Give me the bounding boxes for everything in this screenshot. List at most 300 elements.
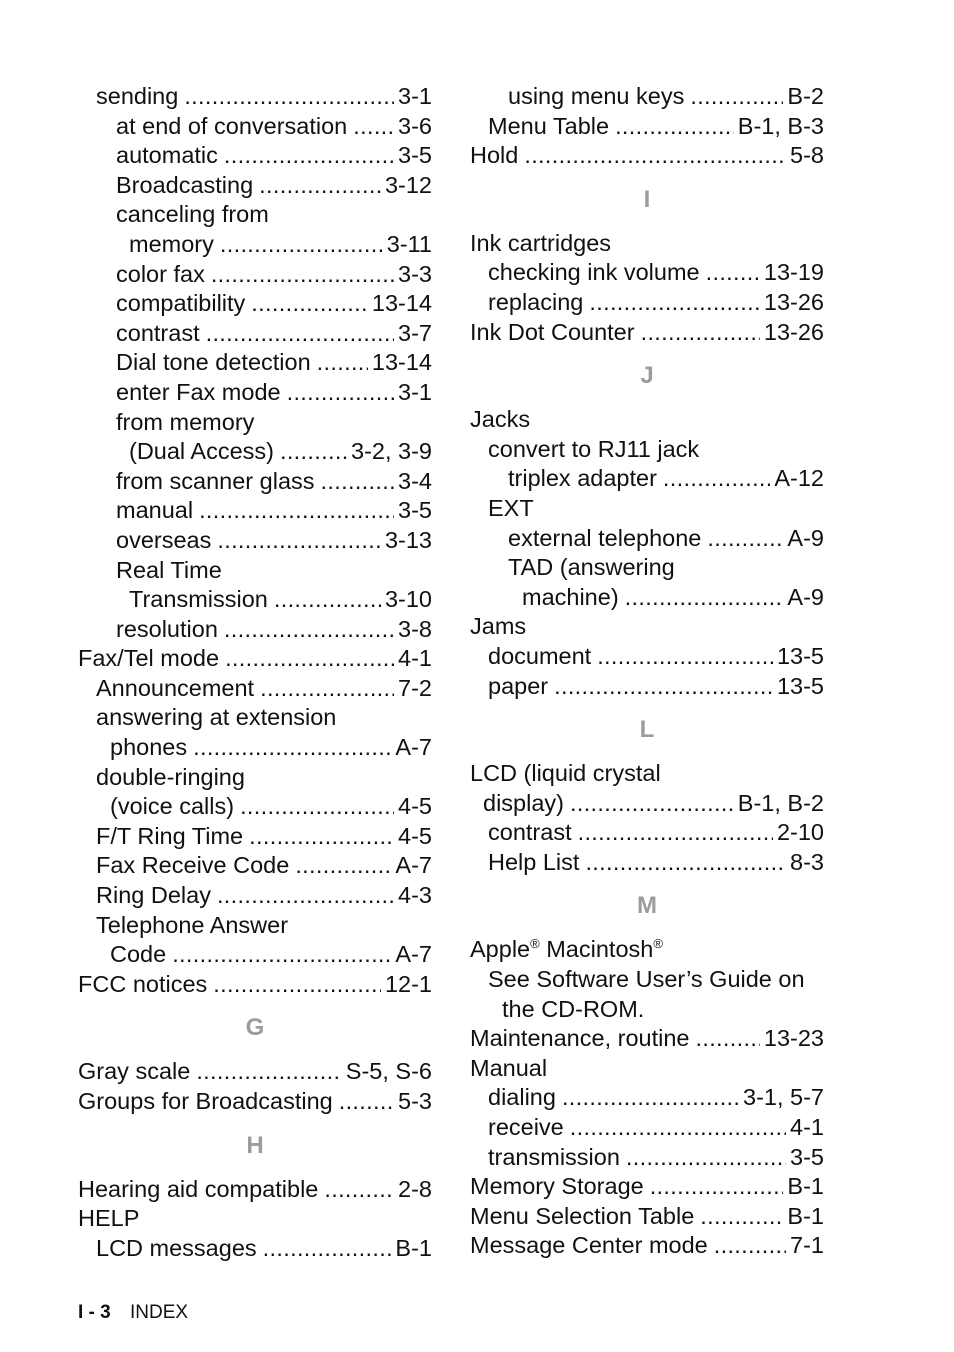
dot-leader xyxy=(589,288,760,318)
entry-term xyxy=(129,585,274,615)
entry-page-ref: B-1, B-2 xyxy=(737,789,824,816)
entry-term xyxy=(508,553,681,583)
dot-leader xyxy=(324,1175,394,1205)
entry-term xyxy=(116,171,259,201)
entry-term xyxy=(116,615,224,645)
entry-term xyxy=(116,556,228,586)
entry-term-text: Message Center mode xyxy=(470,1232,708,1259)
index-entry xyxy=(78,112,432,142)
entry-term xyxy=(116,526,217,556)
entry-term-text: Apple xyxy=(470,936,531,963)
index-entry xyxy=(78,171,432,201)
entry-page-ref: 12-1 xyxy=(384,970,432,997)
index-entry xyxy=(78,1087,432,1117)
dot-leader xyxy=(240,792,394,822)
index-entry xyxy=(78,763,432,793)
index-entry xyxy=(470,1024,824,1054)
index-entry xyxy=(470,818,824,848)
registered-mark: ® xyxy=(530,936,540,952)
entry-term-text: See Software User’s Guide on xyxy=(488,966,805,993)
dot-leader xyxy=(706,258,760,288)
entry-page-ref: 13-19 xyxy=(763,259,824,286)
entry-term xyxy=(96,822,249,852)
index-entry xyxy=(78,141,432,171)
dot-leader xyxy=(259,171,381,201)
index-entry xyxy=(470,672,824,702)
index-entry xyxy=(78,1175,432,1205)
entry-term-text: (Dual Access) xyxy=(129,438,274,465)
entry-page-ref: 3-6 xyxy=(398,112,432,139)
index-entry xyxy=(78,851,432,881)
entry-term xyxy=(488,818,578,848)
entry-term xyxy=(470,612,532,642)
entry-term xyxy=(508,82,690,112)
entry-term xyxy=(502,995,650,1025)
dot-leader xyxy=(625,583,784,613)
index-entry xyxy=(78,644,432,674)
registered-mark: ® xyxy=(653,936,663,952)
entry-term-text-2: Macintosh xyxy=(539,936,654,963)
entry-term-text: Fax Receive Code xyxy=(96,852,290,879)
entry-term xyxy=(78,1175,324,1205)
entry-term xyxy=(96,881,217,911)
entry-term xyxy=(96,82,184,112)
entry-term xyxy=(470,141,524,171)
dot-leader xyxy=(663,464,770,494)
entry-page-ref: 8-3 xyxy=(790,848,824,875)
entry-term-text: Broadcasting xyxy=(116,171,254,198)
index-entry xyxy=(78,289,432,319)
index-entry xyxy=(78,615,432,645)
dot-leader xyxy=(585,848,786,878)
entry-page-ref: 13-5 xyxy=(776,672,824,699)
entry-term xyxy=(488,258,706,288)
index-entry xyxy=(470,1113,824,1143)
entry-term xyxy=(483,789,570,819)
entry-term-text: Announcement xyxy=(96,674,255,701)
entry-term xyxy=(488,1143,626,1173)
right-index-column xyxy=(470,82,824,1261)
section-letter-i: I xyxy=(643,185,651,213)
entry-term xyxy=(129,437,280,467)
index-entry xyxy=(470,1172,824,1202)
entry-page-ref: 3-3 xyxy=(398,260,432,287)
entry-term xyxy=(488,288,589,318)
index-entry xyxy=(78,437,432,467)
section-letter-l: L xyxy=(639,716,655,744)
dot-leader xyxy=(615,112,734,142)
dot-leader xyxy=(193,733,391,763)
entry-term-text: phones xyxy=(110,734,188,761)
index-entry xyxy=(470,935,824,965)
entry-page-ref: 4-5 xyxy=(398,822,432,849)
entry-term xyxy=(488,965,811,995)
entry-term-text: Gray scale xyxy=(78,1058,191,1085)
entry-term xyxy=(508,524,707,554)
entry-term-text: Manual xyxy=(470,1054,548,1081)
entry-term xyxy=(116,260,211,290)
index-entry xyxy=(78,408,432,438)
entry-term xyxy=(96,763,251,793)
entry-term-text: (voice calls) xyxy=(110,793,235,820)
dot-leader xyxy=(650,1172,784,1202)
dot-leader xyxy=(597,642,773,672)
entry-term xyxy=(470,1231,714,1261)
entry-term xyxy=(116,408,260,438)
entry-term-text: Groups for Broadcasting xyxy=(78,1088,333,1114)
entry-page-ref: 3-1 xyxy=(398,378,432,405)
entry-term xyxy=(116,319,206,349)
dot-leader xyxy=(217,526,381,556)
index-entry xyxy=(470,1054,824,1084)
index-entry xyxy=(470,464,824,494)
entry-term-text: replacing xyxy=(488,288,584,315)
entry-term-text: using menu keys xyxy=(508,83,685,109)
entry-term xyxy=(470,229,617,259)
entry-term xyxy=(116,112,353,142)
entry-term-text: Ring Delay xyxy=(96,882,211,909)
section-letter-m: M xyxy=(637,892,657,920)
dot-leader xyxy=(220,230,383,260)
entry-term xyxy=(470,1172,650,1202)
entry-term-text: machine) xyxy=(522,583,619,610)
dot-leader xyxy=(353,112,394,142)
entry-term xyxy=(488,435,705,465)
entry-page-ref: 5-3 xyxy=(398,1088,432,1114)
entry-term-text: Menu Table xyxy=(488,112,610,139)
dot-leader xyxy=(217,881,394,911)
entry-page-ref: 4-1 xyxy=(398,645,432,672)
entry-term-text: Fax/Tel mode xyxy=(78,645,220,672)
entry-term-text: Menu Selection Table xyxy=(470,1202,695,1229)
entry-term-text: Telephone Answer xyxy=(96,911,289,938)
entry-term-text: answering at extension xyxy=(96,704,337,731)
entry-term-text: paper xyxy=(488,672,549,699)
entry-term xyxy=(488,112,615,142)
dot-leader xyxy=(339,1087,394,1117)
entry-term-text: EXT xyxy=(488,494,534,521)
entry-page-ref: 5-8 xyxy=(790,142,824,169)
index-entry xyxy=(78,970,432,1000)
entry-page-ref: 13-14 xyxy=(371,290,432,317)
index-entry xyxy=(470,288,824,318)
entry-term xyxy=(116,141,224,171)
dot-leader xyxy=(260,674,394,704)
dot-leader xyxy=(225,644,394,674)
entry-page-ref: 2-10 xyxy=(776,819,824,846)
entry-term-text: external telephone xyxy=(508,524,702,551)
entry-term-text: overseas xyxy=(116,526,212,553)
entry-page-ref: 7-1 xyxy=(790,1232,824,1259)
index-entry xyxy=(470,848,824,878)
entry-term xyxy=(470,1054,553,1084)
entry-term-text: from scanner glass xyxy=(116,467,315,494)
entry-term-text: sending xyxy=(96,83,179,109)
index-entry xyxy=(78,703,432,733)
entry-term xyxy=(96,674,260,704)
entry-term-text: HELP xyxy=(78,1205,140,1232)
dot-leader xyxy=(280,437,347,467)
entry-term xyxy=(116,496,199,526)
entry-page-ref: 13-26 xyxy=(763,318,824,345)
entry-term xyxy=(508,464,663,494)
index-entry xyxy=(78,911,432,941)
index-entry xyxy=(78,526,432,556)
dot-leader xyxy=(287,378,394,408)
entry-term xyxy=(110,733,193,763)
entry-term xyxy=(78,970,213,1000)
dot-leader xyxy=(295,851,391,881)
entry-term xyxy=(488,672,554,702)
entry-term xyxy=(96,703,342,733)
index-entry xyxy=(78,82,432,112)
entry-page-ref: 3-12 xyxy=(384,171,432,198)
entry-term xyxy=(78,1057,196,1087)
index-entry xyxy=(470,1083,824,1113)
index-entry xyxy=(78,200,432,230)
index-entry xyxy=(470,318,824,348)
entry-term-text: Real Time xyxy=(116,556,222,583)
dot-leader xyxy=(249,822,394,852)
section-letter-j: J xyxy=(640,362,654,390)
index-entry xyxy=(78,940,432,970)
index-entry xyxy=(470,112,824,142)
entry-page-ref: 13-5 xyxy=(776,642,824,669)
left-index-column xyxy=(78,82,432,1263)
dot-leader xyxy=(184,82,394,112)
entry-term xyxy=(116,289,251,319)
entry-term-text: canceling from xyxy=(116,201,269,228)
index-entry xyxy=(470,612,824,642)
entry-term-text: triplex adapter xyxy=(508,465,657,492)
entry-page-ref: 3-5 xyxy=(398,142,432,169)
entry-page-ref: B-2 xyxy=(787,83,824,109)
entry-term-text: from memory xyxy=(116,408,255,435)
section-letter-g: G xyxy=(245,1014,265,1042)
entry-term-text: Hearing aid compatible xyxy=(78,1175,319,1202)
dot-leader xyxy=(251,289,368,319)
entry-page-ref: 13-14 xyxy=(371,349,432,376)
entry-term-text: transmission xyxy=(488,1143,620,1170)
dot-leader xyxy=(263,1234,392,1264)
dot-leader xyxy=(321,467,395,497)
entry-term-text: memory xyxy=(129,230,214,257)
index-entry xyxy=(78,1057,432,1087)
entry-term xyxy=(96,911,294,941)
entry-term xyxy=(488,1083,562,1113)
entry-term xyxy=(488,494,540,524)
entry-term xyxy=(110,792,240,822)
entry-term-text: Jacks xyxy=(470,406,531,433)
entry-page-ref: 3-7 xyxy=(398,319,432,346)
footer-page-number: I - 3 xyxy=(78,1302,111,1323)
entry-page-ref: A-7 xyxy=(395,852,432,879)
dot-leader xyxy=(199,496,394,526)
index-entry xyxy=(470,229,824,259)
index-entry xyxy=(470,435,824,465)
dot-leader xyxy=(213,970,381,1000)
entry-term-text: the CD-ROM. xyxy=(502,995,645,1022)
index-entry xyxy=(78,556,432,586)
index-entry xyxy=(78,1204,432,1234)
entry-page-ref: B-1, B-3 xyxy=(737,112,824,139)
index-entry xyxy=(78,348,432,378)
index-entry xyxy=(470,965,824,995)
index-entry xyxy=(78,467,432,497)
dot-leader xyxy=(172,940,391,970)
entry-page-ref: S-5, S-6 xyxy=(345,1058,432,1085)
entry-term-text: document xyxy=(488,642,592,669)
entry-page-ref: B-1 xyxy=(787,1202,824,1229)
entry-term-text: double-ringing xyxy=(96,763,245,790)
entry-term-text: Transmission xyxy=(129,586,268,613)
index-entry xyxy=(78,496,432,526)
dot-leader xyxy=(641,318,760,348)
entry-term xyxy=(96,851,295,881)
entry-page-ref: A-9 xyxy=(787,583,824,610)
entry-page-ref: 3-5 xyxy=(790,1143,824,1170)
entry-term xyxy=(470,1024,695,1054)
dot-leader xyxy=(524,141,786,171)
entry-term-text: display) xyxy=(483,789,564,816)
entry-term xyxy=(78,644,225,674)
entry-term-text: Ink Dot Counter xyxy=(470,318,635,345)
index-entry xyxy=(78,1234,432,1264)
entry-term-text: Dial tone detection xyxy=(116,349,311,376)
entry-page-ref: 13-26 xyxy=(763,288,824,315)
entry-term-text: color fax xyxy=(116,260,205,287)
dot-leader xyxy=(224,615,394,645)
index-entry xyxy=(78,822,432,852)
index-entry xyxy=(78,733,432,763)
footer-label: INDEX xyxy=(130,1302,189,1323)
entry-term-text: TAD (answering xyxy=(508,554,675,581)
entry-term xyxy=(522,583,625,613)
entry-page-ref: 3-13 xyxy=(384,526,432,553)
dot-leader xyxy=(578,818,773,848)
entry-term-text: automatic xyxy=(116,142,218,169)
dot-leader xyxy=(206,319,394,349)
dot-leader xyxy=(211,260,394,290)
entry-term xyxy=(470,935,669,965)
index-entry xyxy=(470,405,824,435)
entry-term xyxy=(470,318,641,348)
dot-leader xyxy=(700,1202,783,1232)
entry-term-text: contrast xyxy=(488,819,572,846)
index-entry xyxy=(78,674,432,704)
index-entry xyxy=(470,553,824,583)
entry-term-text: Help List xyxy=(488,848,580,875)
index-entry xyxy=(470,141,824,171)
entry-page-ref: 13-23 xyxy=(763,1025,824,1052)
entry-page-ref: 3-1 xyxy=(398,83,432,109)
entry-term xyxy=(488,1113,570,1143)
entry-term xyxy=(116,200,275,230)
entry-page-ref: 7-2 xyxy=(398,674,432,701)
index-entry xyxy=(470,1202,824,1232)
entry-term-text: Ink cartridges xyxy=(470,229,612,256)
entry-term-text: resolution xyxy=(116,615,218,642)
index-entry xyxy=(470,583,824,613)
entry-term-text: at end of conversation xyxy=(116,112,348,139)
entry-page-ref: B-1 xyxy=(787,1173,824,1200)
entry-term-text: receive xyxy=(488,1114,564,1141)
entry-term-text: Memory Storage xyxy=(470,1173,644,1200)
dot-leader xyxy=(196,1057,341,1087)
entry-term xyxy=(116,467,321,497)
dot-leader xyxy=(554,672,773,702)
entry-term-text: Hold xyxy=(470,142,519,169)
index-entry xyxy=(78,881,432,911)
dot-leader xyxy=(274,585,381,615)
entry-page-ref: 4-5 xyxy=(398,793,432,820)
entry-term xyxy=(78,1087,339,1117)
entry-term xyxy=(488,848,585,878)
index-entry xyxy=(470,759,824,789)
entry-page-ref: B-1 xyxy=(395,1234,432,1261)
index-entry xyxy=(470,642,824,672)
entry-page-ref: 3-8 xyxy=(398,615,432,642)
index-entry xyxy=(470,789,824,819)
index-entry xyxy=(470,258,824,288)
entry-term-text: Code xyxy=(110,941,167,968)
index-entry xyxy=(78,585,432,615)
entry-page-ref: A-12 xyxy=(774,465,824,492)
entry-page-ref: 3-4 xyxy=(398,467,432,494)
entry-page-ref: A-7 xyxy=(395,941,432,968)
page-footer xyxy=(78,1302,188,1324)
entry-page-ref: A-7 xyxy=(395,734,432,761)
entry-term xyxy=(470,759,667,789)
entry-page-ref: 3-10 xyxy=(384,586,432,613)
entry-page-ref: 4-3 xyxy=(398,882,432,909)
entry-term-text: F/T Ring Time xyxy=(96,822,244,849)
dot-leader xyxy=(707,524,783,554)
entry-term-text: manual xyxy=(116,497,194,524)
index-entry xyxy=(78,378,432,408)
entry-page-ref: A-9 xyxy=(787,524,824,551)
entry-term xyxy=(116,348,317,378)
entry-term-text: checking ink volume xyxy=(488,259,700,286)
dot-leader xyxy=(562,1083,739,1113)
entry-page-ref: 3-1, 5-7 xyxy=(743,1084,824,1111)
entry-page-ref: 4-1 xyxy=(790,1114,824,1141)
entry-term xyxy=(129,230,220,260)
dot-leader xyxy=(570,789,734,819)
entry-term-text: convert to RJ11 jack xyxy=(488,435,700,462)
entry-term-text: enter Fax mode xyxy=(116,378,281,405)
index-entry xyxy=(470,494,824,524)
index-entry xyxy=(78,319,432,349)
entry-page-ref: 3-2, 3-9 xyxy=(351,438,432,465)
index-entry xyxy=(470,82,824,112)
entry-term-text: compatibility xyxy=(116,290,246,317)
entry-page-ref: 3-5 xyxy=(398,497,432,524)
entry-term xyxy=(488,642,597,672)
dot-leader xyxy=(224,141,394,171)
index-entry xyxy=(78,260,432,290)
entry-term-text: dialing xyxy=(488,1084,556,1111)
dot-leader xyxy=(317,348,368,378)
entry-page-ref: 3-11 xyxy=(386,230,432,257)
entry-term-text: LCD messages xyxy=(96,1234,257,1261)
entry-term xyxy=(96,1234,263,1264)
entry-term-text: Jams xyxy=(470,613,527,640)
entry-term xyxy=(110,940,172,970)
index-entry xyxy=(470,995,824,1025)
index-entry xyxy=(470,1231,824,1261)
index-entry xyxy=(78,230,432,260)
